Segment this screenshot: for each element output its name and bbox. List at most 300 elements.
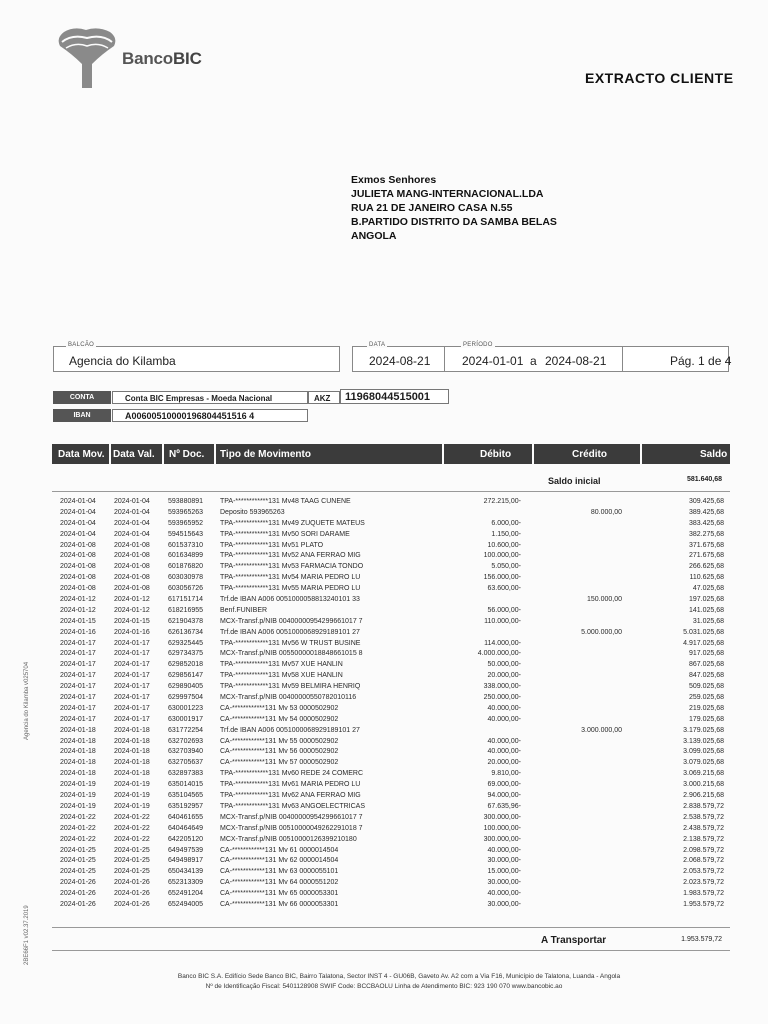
cell-data-mov: 2024-01-04	[60, 530, 96, 538]
cell-data-mov: 2024-01-17	[60, 650, 96, 658]
cell-tipo: CA-************131 Mv 65 0000053301	[220, 890, 339, 898]
cell-debito: 250.000,00-	[483, 694, 521, 702]
cell-data-mov: 2024-01-22	[60, 813, 96, 821]
cell-debito: 40.000,00-	[487, 846, 521, 854]
cell-saldo: 31.025,68	[692, 617, 724, 625]
cell-tipo: TPA-************131 Mv51 PLATO	[220, 541, 324, 549]
periodo-from: 2024-01-01	[462, 354, 524, 368]
cell-n-doc: 603056726	[168, 585, 204, 593]
cell-data-mov: 2024-01-17	[60, 639, 96, 647]
cell-tipo: Benf.FUNIBER	[220, 606, 268, 614]
recipient-district: B.PARTIDO DISTRITO DA SAMBA BELAS	[351, 216, 557, 228]
cell-tipo: CA-************131 Mv 62 0000014504	[220, 857, 339, 865]
separator-line	[52, 491, 730, 492]
cell-n-doc: 631772254	[168, 726, 204, 734]
cell-data-mov: 2024-01-18	[60, 759, 96, 767]
cell-data-val: 2024-01-08	[114, 585, 150, 593]
document-title: EXTRACTO CLIENTE	[585, 70, 734, 86]
cell-tipo: CA-************131 Mv 66 0000053301	[220, 900, 339, 908]
bank-logo-tree-icon	[52, 24, 122, 90]
cell-data-val: 2024-01-18	[114, 737, 150, 745]
cell-saldo: 47.025,68	[692, 585, 724, 593]
cell-data-mov: 2024-01-25	[60, 857, 96, 865]
cell-debito: 272.215,00-	[483, 498, 521, 505]
cell-data-val: 2024-01-15	[114, 617, 150, 625]
cell-data-val: 2024-01-17	[114, 704, 150, 712]
cell-data-mov: 2024-01-08	[60, 552, 96, 560]
cell-debito: 67.635,96-	[487, 802, 521, 810]
cell-data-mov: 2024-01-04	[60, 519, 96, 527]
cell-data-val: 2024-01-26	[114, 879, 150, 887]
table-row	[0, 769, 768, 780]
cell-credito: 5.000.000,00	[581, 628, 622, 636]
divider	[444, 346, 445, 372]
cell-data-val: 2024-01-17	[114, 683, 150, 691]
cell-data-val: 2024-01-19	[114, 792, 150, 800]
conta-name: Conta BIC Empresas - Moeda Nacional	[112, 391, 308, 404]
balcao-value: Agencia do Kilamba	[69, 354, 176, 368]
table-row	[0, 791, 768, 802]
col-credito: Crédito	[572, 449, 607, 460]
cell-debito: 156.000,00-	[483, 574, 521, 582]
cell-saldo: 3.079.025,68	[683, 759, 724, 767]
table-row	[0, 758, 768, 769]
cell-data-val: 2024-01-16	[114, 628, 150, 636]
cell-tipo: TPA-************131 Mv62 ANA FERRAO MIG	[220, 792, 361, 800]
cell-saldo: 1.983.579,72	[683, 890, 724, 898]
transportar-value: 1.953.579,72	[681, 936, 722, 943]
cell-saldo: 2.138.579,72	[683, 835, 724, 843]
table-row	[0, 562, 768, 573]
cell-data-val: 2024-01-18	[114, 759, 150, 767]
cell-n-doc: 626136734	[168, 628, 204, 636]
cell-debito: 6.000,00-	[491, 519, 521, 527]
cell-tipo: TPA-************131 Mv60 REDE 24 COMERC	[220, 770, 364, 778]
cell-credito: 80.000,00	[590, 508, 622, 516]
cell-data-mov: 2024-01-22	[60, 824, 96, 832]
cell-n-doc: 632702693	[168, 737, 204, 745]
table-row	[0, 867, 768, 878]
cell-data-mov: 2024-01-17	[60, 715, 96, 723]
col-data-mov: Data Mov.	[58, 449, 105, 460]
cell-debito: 114.000,00-	[484, 639, 521, 647]
cell-debito: 69.000,00-	[487, 781, 521, 789]
cell-data-val: 2024-01-17	[114, 672, 150, 680]
cell-debito: 300.000,00-	[483, 813, 521, 821]
cell-data-val: 2024-01-18	[114, 748, 150, 756]
cell-data-mov: 2024-01-26	[60, 879, 96, 887]
cell-n-doc: 594515643	[168, 530, 204, 538]
cell-debito: 20.000,00-	[487, 672, 521, 680]
cell-data-val: 2024-01-25	[114, 857, 150, 865]
cell-data-val: 2024-01-12	[114, 606, 150, 614]
cell-saldo: 917.025,68	[688, 650, 724, 658]
table-row	[0, 551, 768, 562]
table-row	[0, 802, 768, 813]
cell-data-mov: 2024-01-12	[60, 596, 96, 604]
saldo-inicial-label: Saldo inicial	[548, 476, 601, 486]
cell-debito: 5.050,00-	[491, 563, 521, 571]
cell-data-mov: 2024-01-16	[60, 628, 96, 636]
cell-saldo: 2.068.579,72	[683, 857, 724, 865]
cell-credito: 3.000.000,00	[581, 726, 622, 734]
cell-tipo: TPA-************131 Mv49 ZUQUETE MATEUS	[220, 519, 365, 527]
cell-tipo: CA-************131 Mv 54 0000502902	[220, 715, 339, 723]
col-data-val: Data Val.	[113, 449, 155, 460]
cell-data-val: 2024-01-26	[114, 890, 150, 898]
table-row	[0, 606, 768, 617]
cell-data-val: 2024-01-22	[114, 824, 150, 832]
recipient-name: JULIETA MANG-INTERNACIONAL.LDA	[351, 188, 544, 200]
cell-debito: 50.000,00-	[487, 661, 521, 669]
cell-saldo: 3.069.215,68	[683, 770, 724, 778]
cell-debito: 63.600,00-	[487, 585, 521, 593]
cell-data-mov: 2024-01-04	[60, 498, 96, 505]
cell-n-doc: 593880891	[168, 498, 204, 505]
table-header	[52, 444, 730, 464]
table-row	[0, 693, 768, 704]
cell-data-val: 2024-01-19	[114, 802, 150, 810]
table-row	[0, 835, 768, 846]
cell-data-mov: 2024-01-17	[60, 683, 96, 691]
cell-debito: 56.000,00-	[487, 606, 521, 614]
cell-saldo: 867.025,68	[688, 661, 724, 669]
cell-debito: 338.000,00-	[483, 683, 521, 691]
transportar-label: A Transportar	[541, 935, 607, 946]
cell-tipo: CA-************131 Mv 63 0000055101	[220, 868, 339, 876]
cell-saldo: 371.675,68	[688, 541, 724, 549]
cell-debito: 15.000,00-	[487, 868, 521, 876]
salutation: Exmos Senhores	[351, 174, 437, 186]
cell-n-doc: 635014015	[168, 781, 204, 789]
table-row	[0, 617, 768, 628]
cell-data-val: 2024-01-22	[114, 835, 150, 843]
cell-n-doc: 603030978	[168, 574, 204, 582]
data-value: 2024-08-21	[369, 354, 431, 368]
cell-data-val: 2024-01-18	[114, 726, 150, 734]
cell-tipo: TPA-************131 Mv48 TAAG CUNENE	[220, 498, 351, 505]
recipient-address	[351, 173, 557, 243]
cell-data-val: 2024-01-26	[114, 900, 150, 908]
cell-tipo: Deposito 593965263	[220, 508, 285, 516]
cell-data-mov: 2024-01-17	[60, 661, 96, 669]
cell-saldo: 2.906.215,68	[683, 792, 724, 800]
table-row	[0, 747, 768, 758]
table-row	[0, 649, 768, 660]
cell-data-mov: 2024-01-08	[60, 541, 96, 549]
side-code-text: 2BE66F1 v02.37.2019	[24, 905, 30, 965]
cell-tipo: Trf.de IBAN A006 0051000068929189101 27	[220, 726, 360, 734]
cell-data-val: 2024-01-08	[114, 541, 150, 549]
cell-data-val: 2024-01-17	[114, 661, 150, 669]
cell-n-doc: 630001223	[168, 704, 204, 712]
cell-tipo: TPA-************131 Mv63 ANGOELECTRICAS	[220, 802, 365, 810]
cell-debito: 300.000,00-	[483, 835, 521, 843]
recipient-country: ANGOLA	[351, 230, 397, 242]
cell-data-mov: 2024-01-19	[60, 792, 96, 800]
cell-saldo: 2.098.579,72	[683, 846, 724, 854]
cell-debito: 1.150,00-	[491, 530, 521, 538]
cell-debito: 20.000,00-	[487, 759, 521, 767]
conta-currency: AKZ	[308, 391, 340, 404]
cell-n-doc: 650434139	[168, 868, 204, 876]
cell-tipo: CA-************131 Mv 53 0000502902	[220, 704, 339, 712]
cell-debito: 94.000,00-	[487, 792, 521, 800]
cell-saldo: 110.625,68	[689, 574, 724, 582]
cell-n-doc: 601876820	[168, 563, 204, 571]
table-row	[0, 682, 768, 693]
cell-data-mov: 2024-01-08	[60, 585, 96, 593]
table-row	[0, 530, 768, 541]
cell-saldo: 179.025,68	[688, 715, 724, 723]
cell-debito: 9.810,00-	[491, 770, 521, 778]
cell-saldo: 5.031.025,68	[683, 628, 724, 636]
table-row	[0, 628, 768, 639]
table-row	[0, 519, 768, 530]
cell-tipo: TPA-************131 Mv58 XUE HANLIN	[220, 672, 343, 680]
cell-data-mov: 2024-01-15	[60, 617, 96, 625]
cell-data-val: 2024-01-12	[114, 596, 150, 604]
separator-line	[52, 950, 730, 951]
cell-n-doc: 632897383	[168, 770, 204, 778]
cell-n-doc: 632705637	[168, 759, 204, 767]
cell-tipo: MCX-Transf.p/NIB 00550000018848661015 8	[220, 650, 363, 658]
cell-n-doc: 593965952	[168, 519, 204, 527]
col-tipo: Tipo de Movimento	[220, 449, 311, 460]
cell-n-doc: 629852018	[168, 661, 204, 669]
cell-tipo: Trf.de IBAN A006 0051000058813240101 33	[220, 596, 360, 604]
cell-debito: 110.000,00-	[484, 617, 521, 625]
cell-n-doc: 601634899	[168, 552, 204, 560]
cell-tipo: MCX-Transf.p/NIB 00400000954299661017 7	[220, 813, 363, 821]
iban-value: A00600510000196804451516 4	[112, 409, 308, 422]
table-row	[0, 704, 768, 715]
periodo-label: PERÍODO	[463, 342, 493, 348]
cell-data-val: 2024-01-04	[114, 530, 150, 538]
cell-saldo: 259.025,68	[688, 694, 724, 702]
conta-number: 11968044515001	[340, 389, 449, 404]
cell-saldo: 2.023.579,72	[683, 879, 724, 887]
table-row	[0, 878, 768, 889]
cell-tipo: CA-************131 Mv 55 0000502902	[220, 737, 339, 745]
cell-tipo: MCX-Transf.p/NIB 00510000049262291018 7	[220, 824, 363, 832]
table-row	[0, 780, 768, 791]
cell-data-mov: 2024-01-17	[60, 704, 96, 712]
cell-n-doc: 593965263	[168, 508, 204, 516]
iban-label: IBAN	[53, 409, 111, 422]
cell-data-mov: 2024-01-08	[60, 563, 96, 571]
table-row	[0, 900, 768, 911]
cell-debito: 40.000,00-	[487, 748, 521, 756]
cell-data-mov: 2024-01-25	[60, 846, 96, 854]
table-row	[0, 715, 768, 726]
cell-n-doc: 629997504	[168, 694, 204, 702]
cell-debito: 40.000,00-	[487, 737, 521, 745]
cell-n-doc: 640461655	[168, 813, 204, 821]
cell-data-mov: 2024-01-12	[60, 606, 96, 614]
cell-data-val: 2024-01-19	[114, 781, 150, 789]
cell-data-mov: 2024-01-19	[60, 802, 96, 810]
cell-data-mov: 2024-01-18	[60, 737, 96, 745]
cell-n-doc: 629734375	[168, 650, 204, 658]
col-debito: Débito	[480, 449, 512, 460]
saldo-inicial-value: 581.640,68	[686, 476, 722, 483]
cell-data-mov: 2024-01-17	[60, 672, 96, 680]
cell-n-doc: 652494005	[168, 900, 204, 908]
cell-data-mov: 2024-01-18	[60, 726, 96, 734]
cell-saldo: 271.675,68	[688, 552, 724, 560]
col-saldo: Saldo	[700, 449, 728, 460]
cell-saldo: 219.025,68	[688, 704, 724, 712]
table-row	[0, 889, 768, 900]
cell-n-doc: 635192957	[168, 802, 204, 810]
cell-debito: 100.000,00-	[483, 552, 521, 560]
data-label: DATA	[369, 342, 386, 348]
cell-data-mov: 2024-01-26	[60, 900, 96, 908]
cell-data-val: 2024-01-04	[114, 508, 150, 516]
table-row	[0, 497, 768, 508]
cell-saldo: 2.053.579,72	[683, 868, 724, 876]
cell-data-val: 2024-01-04	[114, 519, 150, 527]
cell-n-doc: 632703940	[168, 748, 204, 756]
cell-tipo: MCX-Transf.p/NIB 00400000550782010116	[220, 694, 357, 702]
transactions-list	[0, 497, 768, 911]
cell-debito: 40.000,00-	[487, 890, 521, 898]
cell-n-doc: 640464649	[168, 824, 204, 832]
cell-saldo: 309.425,68	[688, 498, 724, 505]
cell-debito: 30.000,00-	[487, 857, 521, 865]
periodo-sep: a	[530, 354, 537, 368]
cell-saldo: 1.953.579,72	[683, 900, 724, 908]
cell-data-mov: 2024-01-04	[60, 508, 96, 516]
cell-debito: 40.000,00-	[487, 715, 521, 723]
periodo-to: 2024-08-21	[545, 354, 607, 368]
cell-saldo: 266.625,68	[688, 563, 724, 571]
table-row	[0, 573, 768, 584]
cell-saldo: 3.099.025,68	[683, 748, 724, 756]
cell-saldo: 389.425,68	[688, 508, 724, 516]
cell-saldo: 197.025,68	[688, 596, 724, 604]
cell-n-doc: 652313309	[168, 879, 204, 887]
table-row	[0, 824, 768, 835]
conta-label: CONTA	[53, 391, 111, 404]
divider	[622, 346, 623, 372]
cell-data-mov: 2024-01-26	[60, 890, 96, 898]
cell-debito: 40.000,00-	[487, 704, 521, 712]
col-n-doc: Nº Doc.	[169, 449, 205, 460]
table-row	[0, 508, 768, 519]
footer	[0, 972, 768, 992]
table-row	[0, 726, 768, 737]
cell-data-val: 2024-01-25	[114, 846, 150, 854]
cell-n-doc: 621904378	[168, 617, 204, 625]
cell-saldo: 141.025,68	[688, 606, 724, 614]
cell-tipo: TPA-************131 Mv52 ANA FERRAO MIG	[220, 552, 361, 560]
cell-saldo: 4.917.025,68	[683, 639, 724, 647]
cell-tipo: CA-************131 Mv 64 0000551202	[220, 879, 339, 887]
cell-saldo: 509.025,68	[688, 683, 724, 691]
cell-data-mov: 2024-01-18	[60, 770, 96, 778]
cell-data-val: 2024-01-25	[114, 868, 150, 876]
cell-data-mov: 2024-01-08	[60, 574, 96, 582]
cell-data-val: 2024-01-08	[114, 574, 150, 582]
cell-n-doc: 649498917	[168, 857, 204, 865]
cell-data-mov: 2024-01-19	[60, 781, 96, 789]
bank-logo	[122, 49, 202, 69]
cell-tipo: MCX-Transf.p/NIB 00510000126399210180	[220, 835, 357, 843]
cell-debito: 10.600,00-	[487, 541, 521, 549]
cell-data-mov: 2024-01-22	[60, 835, 96, 843]
cell-data-val: 2024-01-17	[114, 639, 150, 647]
cell-tipo: CA-************131 Mv 57 0000502902	[220, 759, 339, 767]
table-row	[0, 541, 768, 552]
cell-saldo: 383.425,68	[688, 519, 724, 527]
cell-data-val: 2024-01-08	[114, 552, 150, 560]
cell-n-doc: 618216955	[168, 606, 204, 614]
cell-tipo: TPA-************131 Mv53 FARMACIA TONDO	[220, 563, 364, 571]
cell-tipo: MCX-Transf.p/NIB 00400000954299661017 7	[220, 617, 363, 625]
cell-n-doc: 629325445	[168, 639, 204, 647]
cell-data-val: 2024-01-08	[114, 563, 150, 571]
cell-tipo: TPA-************131 Mv54 MARIA PEDRO LU	[220, 574, 361, 582]
cell-n-doc: 635104565	[168, 792, 204, 800]
table-row	[0, 660, 768, 671]
cell-saldo: 382.275,68	[688, 530, 724, 538]
table-row	[0, 639, 768, 650]
cell-debito: 30.000,00-	[487, 900, 521, 908]
cell-tipo: TPA-************131 Mv56 W TRUST BUSINE	[220, 639, 361, 647]
cell-n-doc: 601537310	[168, 541, 204, 549]
cell-n-doc: 629890405	[168, 683, 204, 691]
footer-line-2: Nº de Identificação Fiscal: 5401128908 SWIF Code: BCCBAOLU Linha de Atendimento BIC: 923 190 070 www.bancobic.ao	[205, 983, 563, 990]
balcao-label: BALCÃO	[68, 342, 95, 348]
cell-data-mov: 2024-01-18	[60, 748, 96, 756]
footer-line-1: Banco BIC S.A. Edifício Sede Banco BIC, Bairro Talatona, Sector INST 4 - GU06B, Gaveto Av. A2 com a Via F16, Município de Talatona, Luanda - Angola	[177, 973, 621, 980]
cell-credito: 150.000,00	[586, 596, 622, 604]
bank-name-a: Banco	[122, 49, 173, 68]
cell-data-val: 2024-01-22	[114, 813, 150, 821]
cell-debito: 4.000.000,00-	[477, 650, 521, 658]
cell-data-val: 2024-01-04	[114, 498, 150, 505]
cell-tipo: TPA-************131 Mv50 SORI DARAME	[220, 530, 350, 538]
table-row	[0, 595, 768, 606]
cell-saldo: 2.538.579,72	[683, 813, 724, 821]
cell-tipo: TPA-************131 Mv61 MARIA PEDRO LU	[220, 781, 361, 789]
cell-saldo: 3.000.215,68	[683, 781, 724, 789]
cell-debito: 100.000,00-	[483, 824, 521, 832]
cell-n-doc: 652491204	[168, 890, 204, 898]
cell-saldo: 3.179.025,68	[683, 726, 724, 734]
cell-saldo: 3.139.025,68	[683, 737, 724, 745]
cell-tipo: Trf.de IBAN A006 0051000068929189101 27	[220, 628, 360, 636]
cell-n-doc: 642205120	[168, 835, 204, 843]
cell-data-val: 2024-01-17	[114, 650, 150, 658]
cell-tipo: TPA-************131 Mv57 XUE HANLIN	[220, 661, 343, 669]
page-number: Pág. 1 de 4	[670, 354, 732, 368]
cell-tipo: CA-************131 Mv 56 0000502902	[220, 748, 339, 756]
cell-tipo: CA-************131 Mv 61 0000014504	[220, 846, 339, 854]
cell-data-mov: 2024-01-17	[60, 694, 96, 702]
table-row	[0, 856, 768, 867]
table-row	[0, 846, 768, 857]
cell-saldo: 2.438.579,72	[683, 824, 724, 832]
cell-data-mov: 2024-01-25	[60, 868, 96, 876]
cell-n-doc: 629856147	[168, 672, 204, 680]
side-agency-text: Agencia do Kilamba v025704	[24, 661, 30, 740]
cell-saldo: 2.838.579,72	[683, 802, 724, 810]
cell-saldo: 847.025,68	[688, 672, 724, 680]
table-row	[0, 671, 768, 682]
